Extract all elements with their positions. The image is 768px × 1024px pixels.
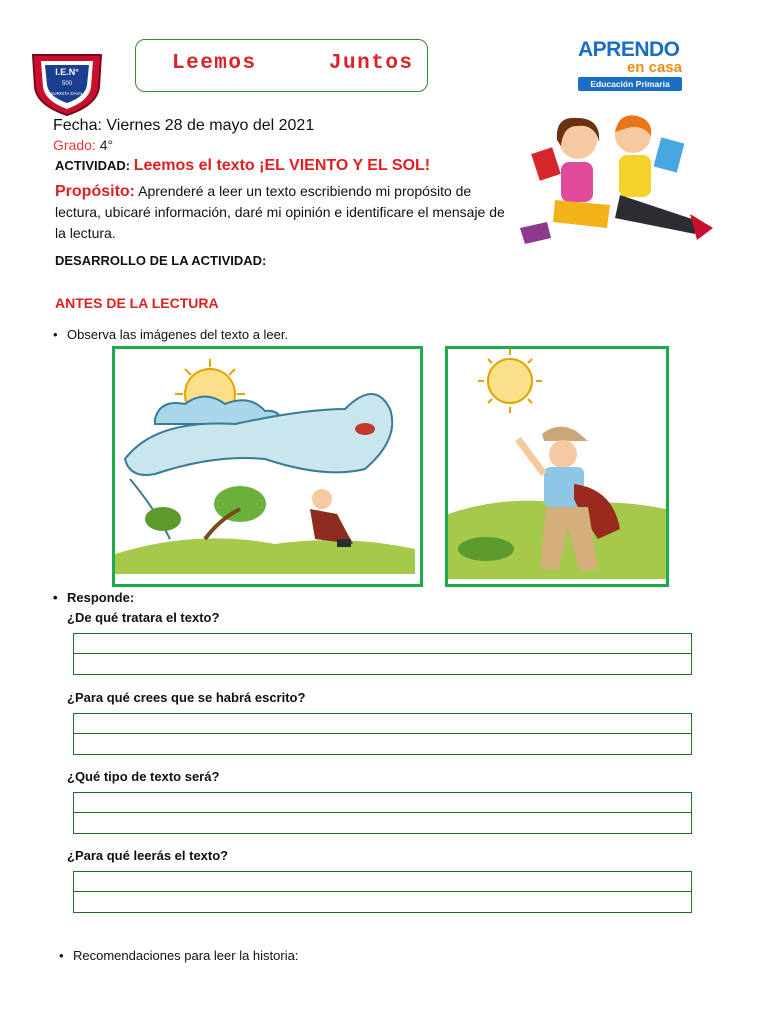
answer-lines-1[interactable] <box>73 633 692 675</box>
logo-text-num: 500 <box>61 81 73 87</box>
wind-illustration-frame <box>112 346 423 587</box>
proposito-paragraph <box>55 181 515 244</box>
brand-line1: APRENDO <box>578 38 680 61</box>
actividad-line <box>55 157 430 175</box>
responde-bullet: • Responde: <box>67 590 134 605</box>
logo-text-top: I.E.N° <box>55 67 79 77</box>
desarrollo-heading: DESARROLLO DE LA ACTIVIDAD: <box>55 253 267 268</box>
sun-illustration <box>448 349 666 584</box>
question-4: ¿Para qué leerás el texto? <box>67 848 229 863</box>
actividad-label: ACTIVIDAD: <box>55 158 131 173</box>
fecha-value: Viernes 28 de mayo del 2021 <box>106 117 315 134</box>
question-1: ¿De qué tratara el texto? <box>67 610 220 625</box>
page-title: Leemos Juntos <box>172 52 414 75</box>
grado-line <box>53 137 113 153</box>
answer-lines-4[interactable] <box>73 871 692 913</box>
school-logo <box>27 47 107 117</box>
antes-heading: ANTES DE LA LECTURA <box>55 295 219 311</box>
answer-lines-3[interactable] <box>73 792 692 834</box>
wind-illustration <box>115 349 420 584</box>
grado-value: 4° <box>99 137 114 153</box>
aprendo-en-casa-logo <box>578 40 688 92</box>
recomendaciones-bullet: • Recomendaciones para leer la historia: <box>73 948 298 963</box>
fecha-label: Fecha: <box>53 117 102 134</box>
proposito-label: Propósito: <box>55 183 135 200</box>
logo-text-bottom: LAURISTA DAVILA <box>47 91 87 96</box>
question-2: ¿Para qué crees que se habrá escrito? <box>67 690 306 705</box>
actividad-value: Leemos el texto ¡EL VIENTO Y EL SOL! <box>133 157 431 174</box>
question-3: ¿Qué tipo de texto será? <box>67 769 220 784</box>
fecha-line <box>53 117 314 135</box>
answer-lines-2[interactable] <box>73 713 692 755</box>
kids-reading-illustration <box>515 110 720 255</box>
brand-line2: en casa <box>626 59 682 76</box>
grado-label: Grado: <box>53 137 96 153</box>
observa-bullet: • Observa las imágenes del texto a leer. <box>67 327 288 342</box>
brand-line3: Educación Primaria <box>578 77 682 91</box>
proposito-text: Aprenderé a leer un texto escribiendo mi propósito de lectura, ubicaré información, daré mi opinión e identificare el mensaje de la lectura. <box>55 183 505 241</box>
sun-illustration-frame <box>445 346 669 587</box>
